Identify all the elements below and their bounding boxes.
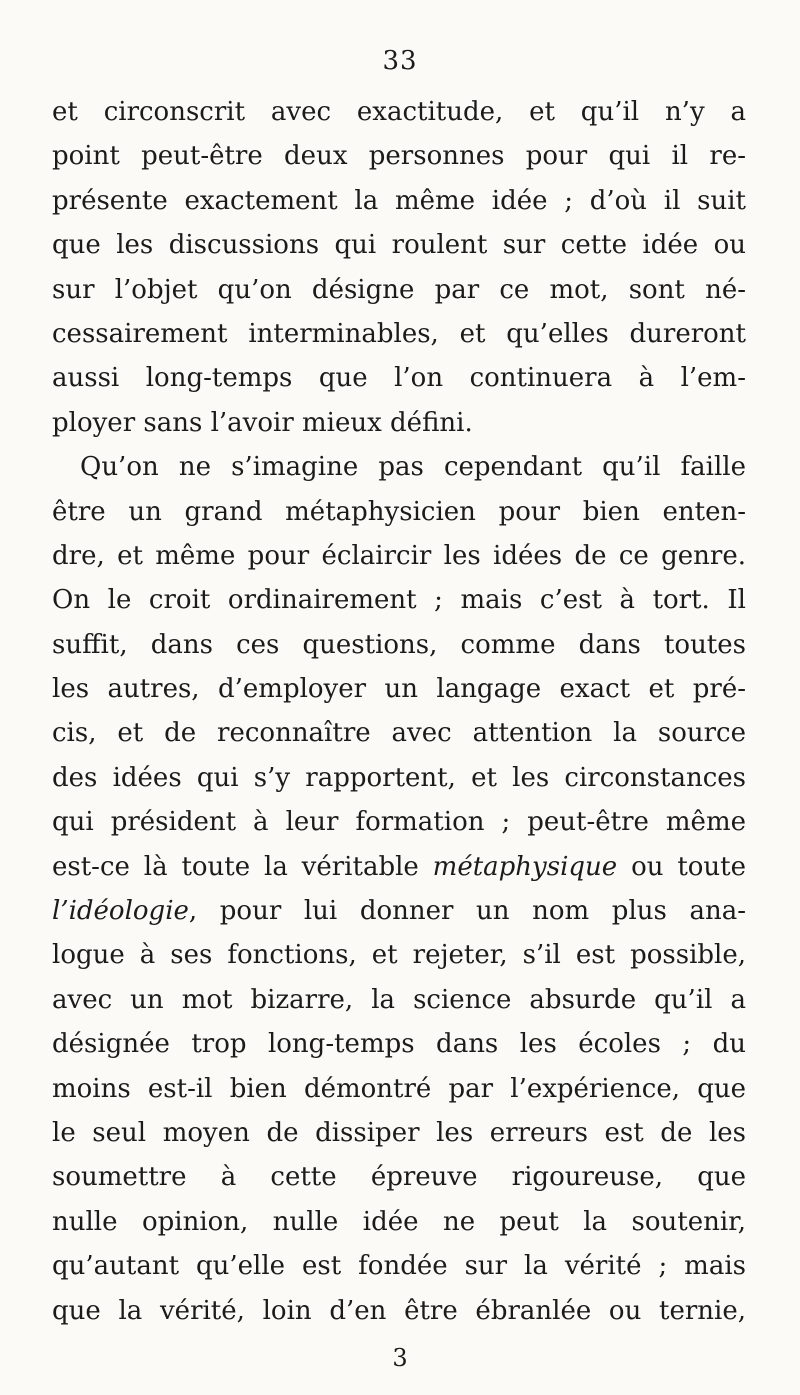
paragraph-start-line: Qu’on ne s’imagine pas cependant qu’il faille — [80, 452, 746, 483]
text-line: désignée trop long-temps dans les écoles ; du — [52, 1029, 746, 1060]
text-line: les autres, d’employer un langage exact et pré- — [52, 674, 746, 705]
text-line: moins est-il bien démontré par l’expérience, que — [52, 1073, 746, 1104]
text-line: soumettre à cette épreuve rigoureuse, que — [52, 1162, 746, 1193]
text-segment: , pour lui donner un nom plus ana- — [188, 896, 746, 927]
text-line-mixed — [52, 845, 746, 889]
text-line: avec un mot bizarre, la science absurde qu’il a — [52, 984, 746, 1015]
text-line: sur l’objet qu’on désigne par ce mot, sont né- — [52, 274, 746, 305]
text-line: être un grand métaphysicien pour bien enten- — [52, 496, 746, 527]
text-line: suffit, dans ces questions, comme dans toutes — [52, 629, 746, 660]
text-line: On le croit ordinairement ; mais c’est à tort. Il — [52, 585, 746, 616]
text-line: qu’autant qu’elle est fondée sur la vérité ; mais — [52, 1251, 746, 1282]
italic-term-ideologie: l’idéologie — [52, 896, 189, 927]
text-line: que la vérité, loin d’en être ébranlée ou ternie, — [52, 1295, 746, 1326]
text-line: logue à ses fonctions, et rejeter, s’il est possible, — [52, 940, 746, 971]
text-line: des idées qui s’y rapportent, et les circonstances — [52, 762, 746, 793]
text-line: le seul moyen de dissiper les erreurs est de les — [52, 1117, 746, 1148]
text-line: cessairement interminables, et qu’elles dureront — [52, 318, 746, 349]
signature-mark: 3 — [392, 1344, 408, 1372]
text-line: aussi long-temps que l’on continuera à l’em- — [52, 363, 746, 394]
text-segment: est-ce là toute la véritable — [52, 851, 419, 882]
page-number: 33 — [382, 46, 418, 76]
text-line: présente exactement la même idée ; d’où il suit — [52, 185, 746, 216]
text-line: nulle opinion, nulle idée ne peut la soutenir, — [52, 1206, 746, 1237]
text-segment: ou toute — [631, 851, 747, 882]
text-line: qui président à leur formation ; peut-être même — [52, 807, 746, 838]
text-line: ployer sans l’avoir mieux défini. — [52, 407, 473, 438]
text-line: dre, et même pour éclaircir les idées de ce genre. — [52, 540, 746, 571]
body-text — [52, 90, 746, 1333]
text-line: et circonscrit avec exactitude, et qu’il n’y a — [52, 97, 746, 127]
text-line: point peut-être deux personnes pour qui il re- — [52, 141, 746, 172]
text-line: cis, et de reconnaître avec attention la source — [52, 718, 746, 749]
text-line: que les discussions qui roulent sur cette idée ou — [52, 230, 746, 261]
italic-term-metaphysique: métaphysique — [432, 851, 618, 882]
text-line-mixed — [52, 889, 746, 933]
